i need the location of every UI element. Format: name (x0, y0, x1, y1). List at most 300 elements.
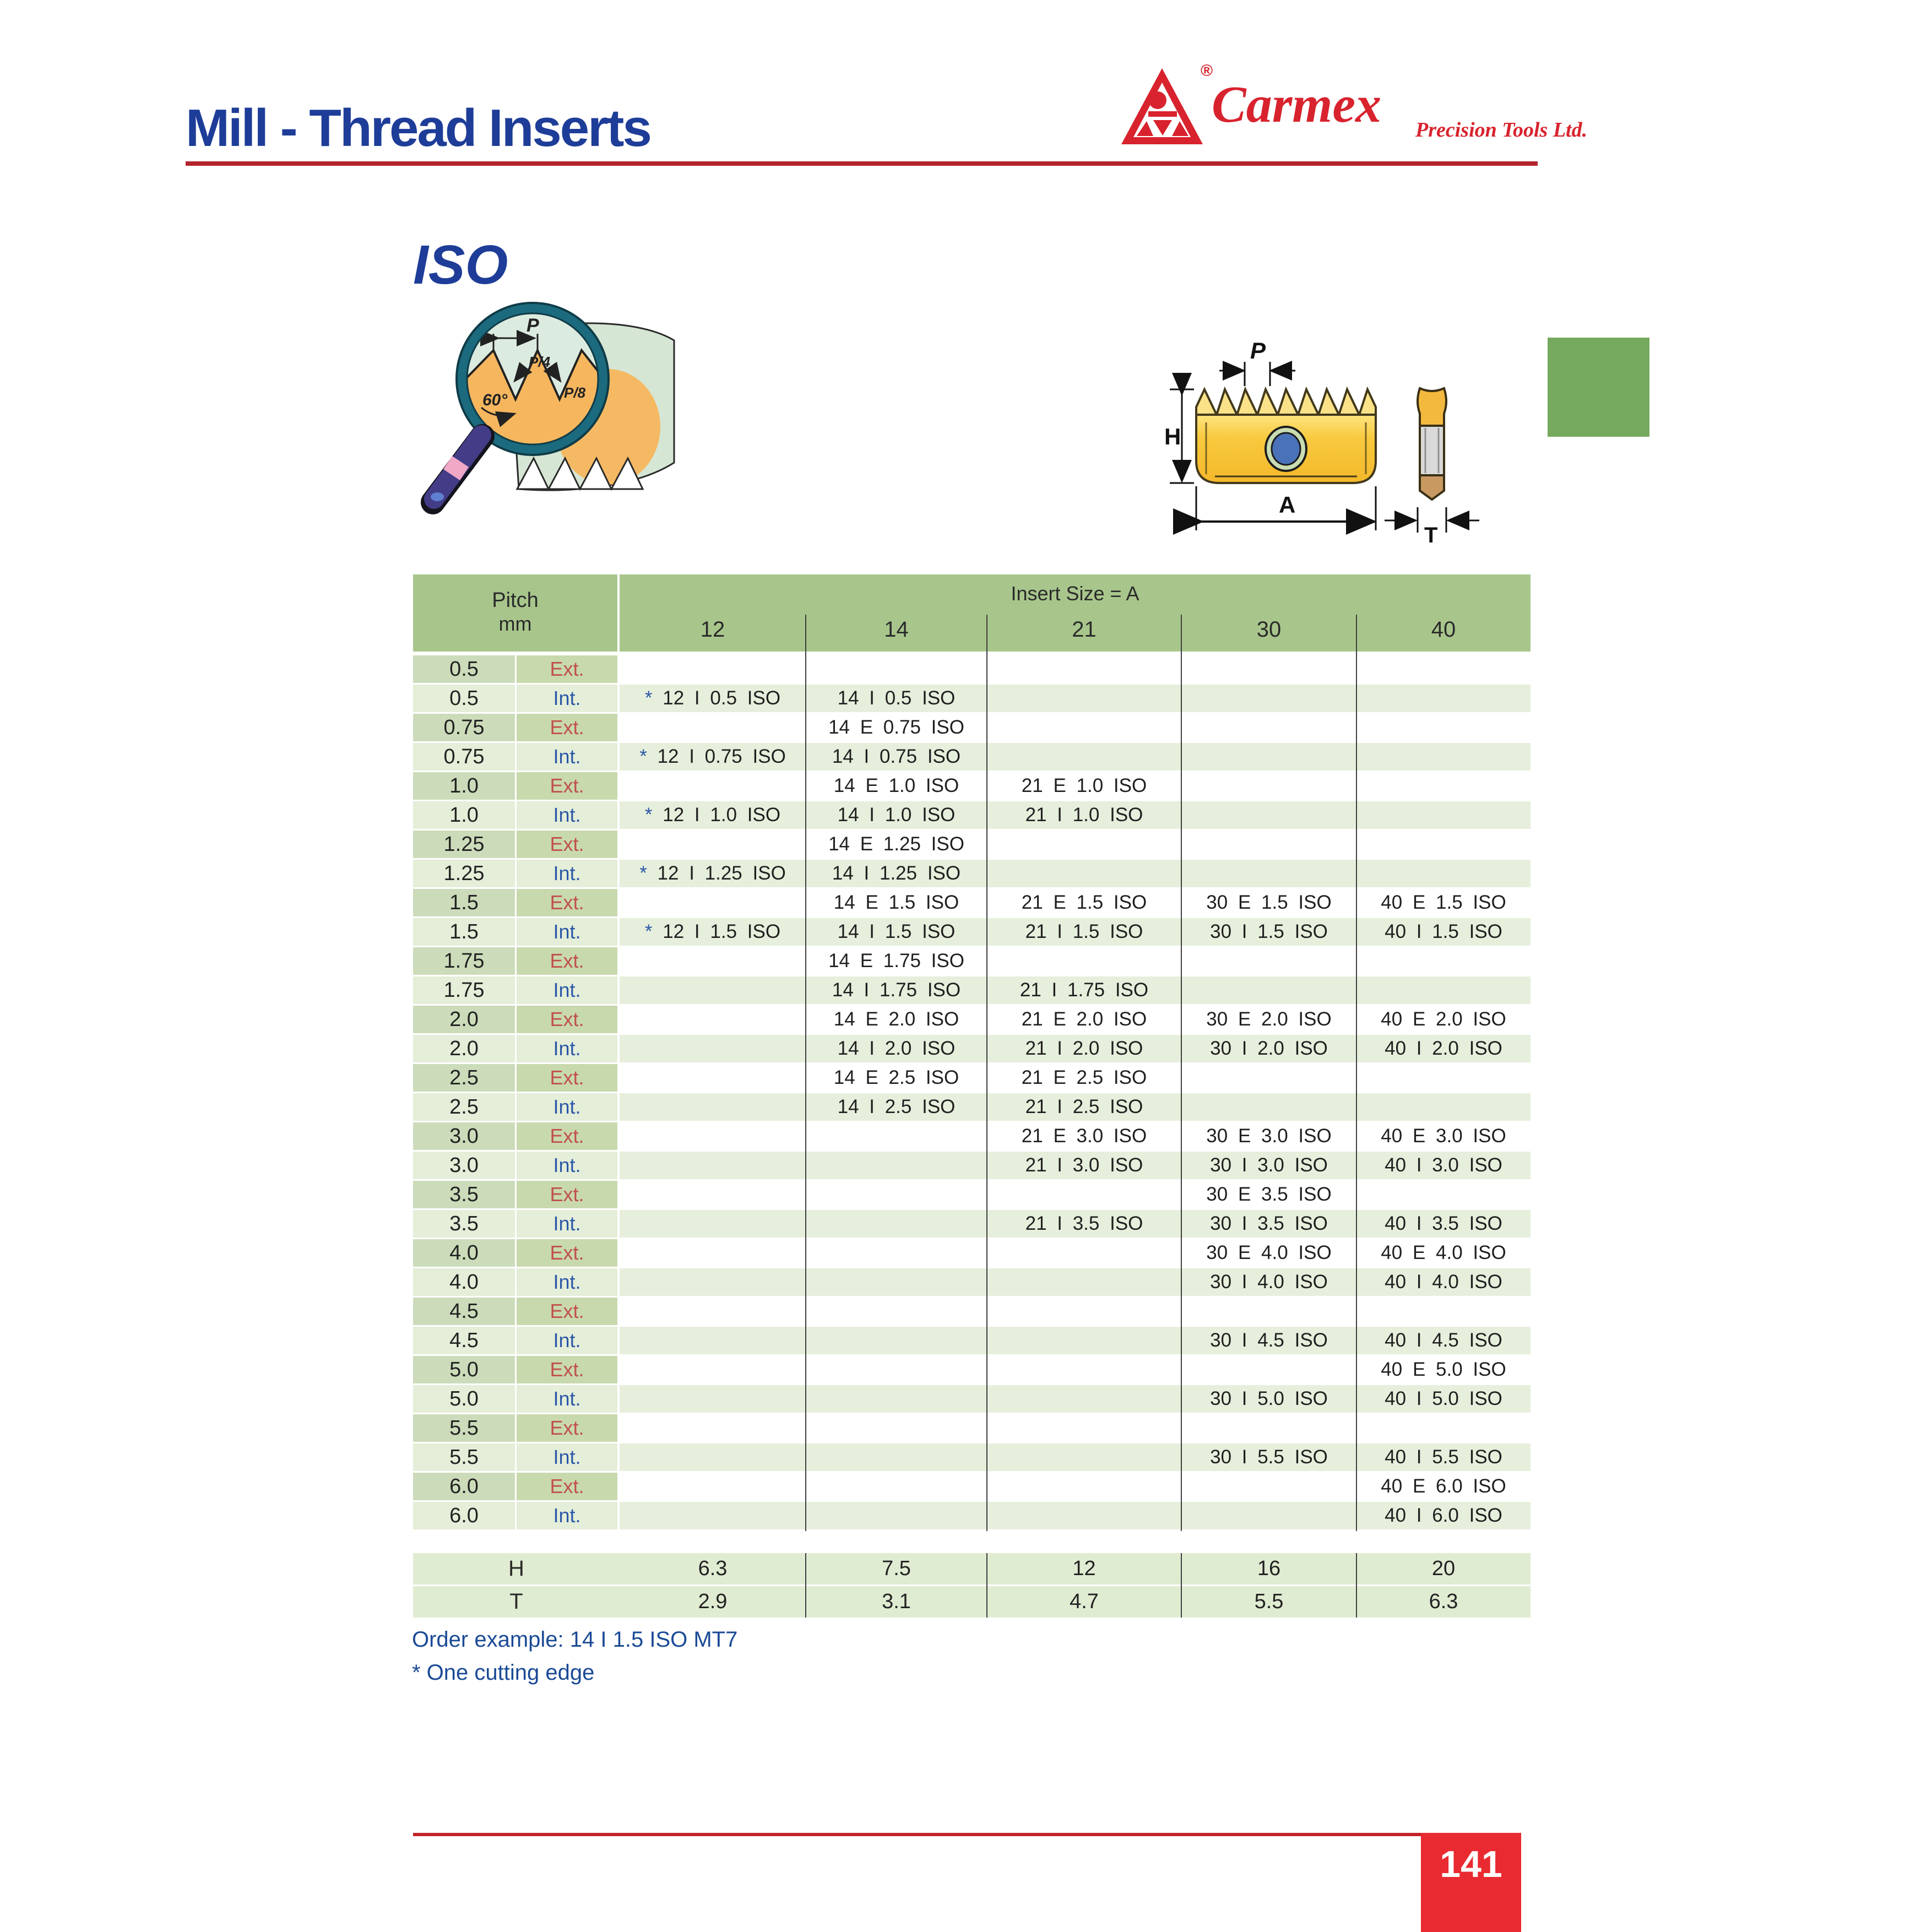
green-section-tab (1548, 338, 1649, 437)
insert-cell (620, 1268, 806, 1296)
insert-cell: * 12 I 0.5 ISO (620, 685, 806, 712)
insert-cell: 30 I 5.0 ISO (1181, 1385, 1356, 1413)
insert-cell (620, 1152, 806, 1179)
h-value: 6.3 (698, 1557, 728, 1580)
thread-type: Ext. (517, 1064, 617, 1092)
header-rule (186, 161, 1538, 166)
insert-cell (806, 1502, 987, 1529)
insert-cell: 14 I 2.0 ISO (806, 1035, 987, 1062)
insert-cell: 14 I 1.75 ISO (806, 976, 987, 1004)
pitch-value: 3.5 (413, 1210, 515, 1238)
insert-cell (1181, 860, 1356, 887)
insert-cell: 14 E 1.25 ISO (806, 831, 987, 858)
column-header-21: 21 (1072, 617, 1097, 642)
insert-cell: 30 E 4.0 ISO (1181, 1239, 1356, 1267)
insert-cell (1181, 1502, 1356, 1529)
insert-cell (806, 1210, 987, 1238)
thread-type: Int. (517, 1035, 617, 1062)
thread-type: Int. (517, 1268, 617, 1296)
registered-mark: ® (1201, 62, 1213, 80)
table-row (413, 976, 1531, 1004)
carmex-triangle-logo-icon (1118, 65, 1206, 148)
pitch-value: 6.0 (413, 1502, 515, 1529)
label-p4: P/4 (529, 354, 551, 370)
table-footer (413, 1553, 1531, 1618)
insert-cell (987, 1356, 1181, 1383)
insert-cell (1181, 714, 1356, 741)
t-value: 3.1 (882, 1590, 911, 1613)
column-divider (1181, 615, 1182, 1531)
pitch-value: 0.5 (413, 685, 515, 712)
table-row (413, 1502, 1531, 1529)
insert-cell (987, 1268, 1181, 1296)
pitch-value: 1.5 (413, 889, 515, 916)
insert-cell (987, 714, 1181, 741)
table-row (413, 772, 1531, 800)
table-body (413, 655, 1531, 1529)
pitch-value: 2.0 (413, 1035, 515, 1062)
column-header-40: 40 (1431, 617, 1456, 642)
insert-cell: 30 E 3.5 ISO (1181, 1181, 1356, 1208)
insert-cell (1181, 743, 1356, 770)
thread-type: Int. (517, 685, 617, 712)
one-cutting-edge-marker: * (639, 746, 658, 767)
insert-cell: 14 E 2.0 ISO (806, 1006, 987, 1033)
thread-type: Ext. (517, 655, 617, 683)
insert-cell: 21 E 2.0 ISO (987, 1006, 1181, 1033)
thread-type: Int. (517, 1385, 617, 1413)
thread-type: Int. (517, 1327, 617, 1354)
insert-cell: 14 I 1.0 ISO (806, 801, 987, 829)
table-header (413, 574, 1531, 652)
insert-cell: * 12 I 1.25 ISO (620, 860, 806, 887)
insert-cell (1181, 1298, 1356, 1325)
t-value: 5.5 (1254, 1590, 1284, 1613)
insert-cell: 14 I 2.5 ISO (806, 1093, 987, 1121)
insert-cell (1181, 947, 1356, 975)
thread-type: Int. (517, 976, 617, 1004)
insert-cell (620, 1443, 806, 1471)
insert-cell (1356, 860, 1531, 887)
column-header-14: 14 (884, 617, 909, 642)
insert-cell (620, 1502, 806, 1529)
table-row (413, 685, 1531, 712)
table-row (413, 1473, 1531, 1500)
column-divider (805, 1553, 806, 1618)
insert-cell: 14 I 0.75 ISO (806, 743, 987, 770)
insert-cell: 21 I 2.0 ISO (987, 1035, 1181, 1062)
table-row (413, 1093, 1531, 1121)
insert-cell: 14 I 0.5 ISO (806, 685, 987, 712)
insert-cell: * 12 I 1.0 ISO (620, 801, 806, 829)
insert-cell (1356, 1093, 1531, 1121)
h-value: 16 (1257, 1557, 1281, 1580)
insert-cell: 21 I 1.5 ISO (987, 918, 1181, 946)
table-row (413, 1181, 1531, 1208)
insert-cell (987, 1385, 1181, 1413)
insert-cell: 21 E 2.5 ISO (987, 1064, 1181, 1092)
thread-type: Ext. (517, 1473, 617, 1500)
insert-cell: 30 I 4.5 ISO (1181, 1327, 1356, 1354)
thread-magnifier-illustration (399, 297, 691, 523)
pitch-value: 1.5 (413, 918, 515, 946)
insert-cell (806, 655, 987, 683)
table-row (413, 1298, 1531, 1325)
label-p8: P/8 (564, 384, 586, 401)
insert-cell: 40 I 1.5 ISO (1356, 918, 1531, 946)
pitch-value: 0.75 (413, 714, 515, 741)
insert-cell: 21 E 1.0 ISO (987, 772, 1181, 800)
insert-cell: 40 I 3.5 ISO (1356, 1210, 1531, 1238)
insert-cell: 30 I 1.5 ISO (1181, 918, 1356, 946)
t-value: 4.7 (1070, 1590, 1099, 1613)
insert-cell (1356, 947, 1531, 975)
label-insert-a: A (1279, 492, 1296, 518)
insert-cell: 21 I 3.0 ISO (987, 1152, 1181, 1179)
thread-type: Ext. (517, 772, 617, 800)
thread-type: Ext. (517, 1414, 617, 1442)
page-number-box (1421, 1833, 1521, 1932)
insert-cell (987, 1327, 1181, 1354)
insert-cell: 14 E 1.75 ISO (806, 947, 987, 975)
insert-cell (806, 1473, 987, 1500)
insert-cell (806, 1152, 987, 1179)
table-row (413, 1443, 1531, 1471)
pitch-value: 5.5 (413, 1443, 515, 1471)
table-row (413, 1268, 1531, 1296)
insert-cell (620, 1327, 806, 1354)
insert-cell (1181, 1473, 1356, 1500)
label-insert-h: H (1164, 424, 1181, 449)
table-row (413, 1035, 1531, 1062)
insert-cell: 14 E 1.0 ISO (806, 772, 987, 800)
t-value: 2.9 (698, 1590, 728, 1613)
insert-cell: 21 I 3.5 ISO (987, 1210, 1181, 1238)
insert-cell (806, 1122, 987, 1150)
pitch-value: 1.25 (413, 860, 515, 887)
insert-cell: 40 I 5.0 ISO (1356, 1385, 1531, 1413)
pitch-value: 5.0 (413, 1385, 515, 1413)
column-header-12: 12 (700, 617, 725, 642)
pitch-value: 6.0 (413, 1473, 515, 1500)
footer-rule (413, 1833, 1421, 1836)
insert-size-group-label: Insert Size = A (1011, 582, 1139, 605)
label-60deg: 60° (482, 391, 508, 409)
insert-cell (620, 1239, 806, 1267)
insert-cell (987, 1443, 1181, 1471)
thread-type: Ext. (517, 947, 617, 975)
h-dimension-row (413, 1553, 1531, 1586)
insert-cell (620, 1414, 806, 1442)
thread-type: Int. (517, 1502, 617, 1529)
thread-type: Int. (517, 743, 617, 770)
insert-cell (620, 655, 806, 683)
insert-cell: 14 E 0.75 ISO (806, 714, 987, 741)
insert-cell (806, 1327, 987, 1354)
table-row (413, 889, 1531, 916)
insert-cell (620, 1006, 806, 1033)
insert-cell (620, 1122, 806, 1150)
insert-cell (1356, 1181, 1531, 1208)
label-p: P (527, 315, 539, 336)
insert-cell (987, 1502, 1181, 1529)
insert-cell: 40 I 4.0 ISO (1356, 1268, 1531, 1296)
insert-size-header (620, 574, 1531, 652)
one-cutting-edge-marker: * (644, 804, 663, 826)
insert-cell: 30 E 2.0 ISO (1181, 1006, 1356, 1033)
page-number: 141 (1440, 1843, 1502, 1885)
pitch-value: 4.5 (413, 1298, 515, 1325)
insert-cell (620, 1298, 806, 1325)
insert-cell (987, 947, 1181, 975)
insert-cell (1181, 1064, 1356, 1092)
table-row (413, 1356, 1531, 1383)
insert-cell (806, 1385, 987, 1413)
t-value: 6.3 (1429, 1590, 1458, 1613)
insert-cell: 30 I 4.0 ISO (1181, 1268, 1356, 1296)
insert-cell (1356, 743, 1531, 770)
table-row (413, 1210, 1531, 1238)
insert-cell (1181, 831, 1356, 858)
insert-cell: 40 E 2.0 ISO (1356, 1006, 1531, 1033)
insert-cell (806, 1239, 987, 1267)
h-value: 7.5 (882, 1557, 911, 1580)
insert-cell (1356, 714, 1531, 741)
insert-cell: * 12 I 1.5 ISO (620, 918, 806, 946)
thread-type: Int. (517, 918, 617, 946)
column-header-30: 30 (1256, 617, 1282, 642)
insert-cell: 30 I 3.0 ISO (1181, 1152, 1356, 1179)
pitch-value: 1.0 (413, 772, 515, 800)
thread-type: Int. (517, 860, 617, 887)
insert-cell (1181, 976, 1356, 1004)
insert-cell: 21 E 3.0 ISO (987, 1122, 1181, 1150)
insert-cell (1181, 1414, 1356, 1442)
thread-type: Ext. (517, 1181, 617, 1208)
column-divider (986, 615, 987, 1531)
logo-suffix-text: Precision Tools Ltd. (1415, 118, 1588, 142)
table-row (413, 743, 1531, 770)
insert-cell (1181, 801, 1356, 829)
table-row (413, 1385, 1531, 1413)
insert-cell: 30 I 3.5 ISO (1181, 1210, 1356, 1238)
thread-type: Ext. (517, 831, 617, 858)
insert-cell (987, 1239, 1181, 1267)
insert-cell (620, 831, 806, 858)
thread-type: Ext. (517, 1122, 617, 1150)
insert-cell (806, 1443, 987, 1471)
column-headers (620, 613, 1531, 646)
thread-type: Int. (517, 1093, 617, 1121)
pitch-value: 3.0 (413, 1152, 515, 1179)
insert-cell: 40 E 4.0 ISO (1356, 1239, 1531, 1267)
pitch-value: 1.75 (413, 947, 515, 975)
page-title: Mill - Thread Inserts (186, 99, 650, 158)
pitch-value: 0.75 (413, 743, 515, 770)
thread-type: Ext. (517, 1006, 617, 1033)
insert-cell (806, 1356, 987, 1383)
table-row (413, 831, 1531, 858)
table-row (413, 714, 1531, 741)
insert-cell (1356, 1064, 1531, 1092)
thread-type: Ext. (517, 1356, 617, 1383)
t-label: T (509, 1589, 523, 1614)
insert-cell (620, 1356, 806, 1383)
insert-cell (620, 947, 806, 975)
table-row (413, 1006, 1531, 1033)
insert-cell (1356, 831, 1531, 858)
insert-cell: 40 I 6.0 ISO (1356, 1502, 1531, 1529)
insert-cell (806, 1298, 987, 1325)
pitch-value: 2.5 (413, 1064, 515, 1092)
insert-cell: 30 E 3.0 ISO (1181, 1122, 1356, 1150)
table-row (413, 1414, 1531, 1442)
pitch-value: 1.75 (413, 976, 515, 1004)
insert-cell (620, 714, 806, 741)
insert-cell: 14 E 1.5 ISO (806, 889, 987, 916)
table-row (413, 655, 1531, 683)
pitch-value: 3.5 (413, 1181, 515, 1208)
insert-cell (806, 1268, 987, 1296)
thread-type: Int. (517, 1152, 617, 1179)
table-row (413, 1152, 1531, 1179)
insert-cell (987, 1473, 1181, 1500)
table-row (413, 1239, 1531, 1267)
thread-type: Int. (517, 1210, 617, 1238)
iso-section-heading: ISO (413, 234, 508, 296)
pitch-value: 1.25 (413, 831, 515, 858)
cutting-edge-note: * One cutting edge (412, 1660, 595, 1685)
pitch-label: Pitch (492, 589, 539, 612)
table-row (413, 801, 1531, 829)
insert-cell (987, 860, 1181, 887)
insert-cell (620, 772, 806, 800)
insert-cell (987, 1414, 1181, 1442)
pitch-unit: mm (498, 612, 532, 635)
table-row (413, 1064, 1531, 1092)
h-label: H (508, 1556, 524, 1581)
label-insert-t: T (1424, 523, 1438, 547)
pitch-value: 2.0 (413, 1006, 515, 1033)
insert-cell: 14 I 1.25 ISO (806, 860, 987, 887)
insert-cell (1356, 1298, 1531, 1325)
insert-cell: 21 I 2.5 ISO (987, 1093, 1181, 1121)
insert-cell (620, 889, 806, 916)
insert-cell (987, 743, 1181, 770)
insert-cell (1181, 685, 1356, 712)
logo-brand-text: Carmex (1212, 76, 1382, 133)
insert-cell (1181, 1356, 1356, 1383)
insert-cell: * 12 I 0.75 ISO (620, 743, 806, 770)
thread-type: Ext. (517, 889, 617, 916)
insert-cell (620, 1093, 806, 1121)
column-divider (1356, 615, 1357, 1531)
insert-cell (1181, 1093, 1356, 1121)
insert-cell: 30 E 1.5 ISO (1181, 889, 1356, 916)
insert-cell (987, 685, 1181, 712)
insert-cell: 30 I 2.0 ISO (1181, 1035, 1356, 1062)
pitch-value: 4.5 (413, 1327, 515, 1354)
insert-cell (620, 1181, 806, 1208)
insert-cell (1356, 772, 1531, 800)
insert-cell (1356, 655, 1531, 683)
table-row (413, 860, 1531, 887)
pitch-value: 3.0 (413, 1122, 515, 1150)
thread-type: Ext. (517, 714, 617, 741)
insert-cell (1181, 772, 1356, 800)
insert-cell (620, 1210, 806, 1238)
pitch-value: 4.0 (413, 1239, 515, 1267)
pitch-value: 5.0 (413, 1356, 515, 1383)
insert-cell (987, 1181, 1181, 1208)
insert-cell: 40 I 2.0 ISO (1356, 1035, 1531, 1062)
h-value: 12 (1072, 1557, 1096, 1580)
one-cutting-edge-marker: * (644, 687, 663, 709)
thread-type: Ext. (517, 1239, 617, 1267)
insert-cell (1181, 655, 1356, 683)
insert-size-table (413, 574, 1531, 1531)
pitch-value: 5.5 (413, 1414, 515, 1442)
insert-cell (620, 976, 806, 1004)
h-value: 20 (1431, 1557, 1456, 1580)
insert-cell: 21 E 1.5 ISO (987, 889, 1181, 916)
insert-cell: 40 E 6.0 ISO (1356, 1473, 1531, 1500)
insert-cell: 21 I 1.0 ISO (987, 801, 1181, 829)
insert-cell: 14 I 1.5 ISO (806, 918, 987, 946)
column-divider (805, 615, 806, 1531)
thread-type: Ext. (517, 1298, 617, 1325)
insert-cell (1356, 976, 1531, 1004)
order-example-note: Order example: 14 I 1.5 ISO MT7 (412, 1627, 738, 1652)
insert-cell: 14 E 2.5 ISO (806, 1064, 987, 1092)
insert-cell: 40 E 3.0 ISO (1356, 1122, 1531, 1150)
insert-cell: 40 E 1.5 ISO (1356, 889, 1531, 916)
column-divider (1181, 1553, 1182, 1618)
pitch-value: 2.5 (413, 1093, 515, 1121)
insert-cell (1356, 685, 1531, 712)
insert-dimension-diagram (1162, 339, 1548, 553)
pitch-header (413, 574, 617, 652)
insert-cell: 40 I 5.5 ISO (1356, 1443, 1531, 1471)
insert-cell (987, 1298, 1181, 1325)
insert-cell (987, 831, 1181, 858)
pitch-value: 1.0 (413, 801, 515, 829)
insert-cell (620, 1064, 806, 1092)
insert-cell (1356, 801, 1531, 829)
column-divider (1356, 1553, 1357, 1618)
insert-cell: 40 I 3.0 ISO (1356, 1152, 1531, 1179)
insert-cell (987, 655, 1181, 683)
label-insert-p: P (1250, 339, 1266, 363)
one-cutting-edge-marker: * (644, 921, 663, 942)
insert-cell (1356, 1414, 1531, 1442)
table-row (413, 1122, 1531, 1150)
insert-cell: 40 I 4.5 ISO (1356, 1327, 1531, 1354)
table-row (413, 918, 1531, 946)
insert-cell (620, 1385, 806, 1413)
insert-cell (620, 1035, 806, 1062)
thread-type: Int. (517, 801, 617, 829)
pitch-value: 0.5 (413, 655, 515, 683)
table-row (413, 1327, 1531, 1354)
column-divider (986, 1553, 987, 1618)
insert-cell: 40 E 5.0 ISO (1356, 1356, 1531, 1383)
insert-cell: 21 I 1.75 ISO (987, 976, 1181, 1004)
thread-type: Int. (517, 1443, 617, 1471)
one-cutting-edge-marker: * (639, 862, 658, 884)
insert-cell (806, 1181, 987, 1208)
pitch-value: 4.0 (413, 1268, 515, 1296)
